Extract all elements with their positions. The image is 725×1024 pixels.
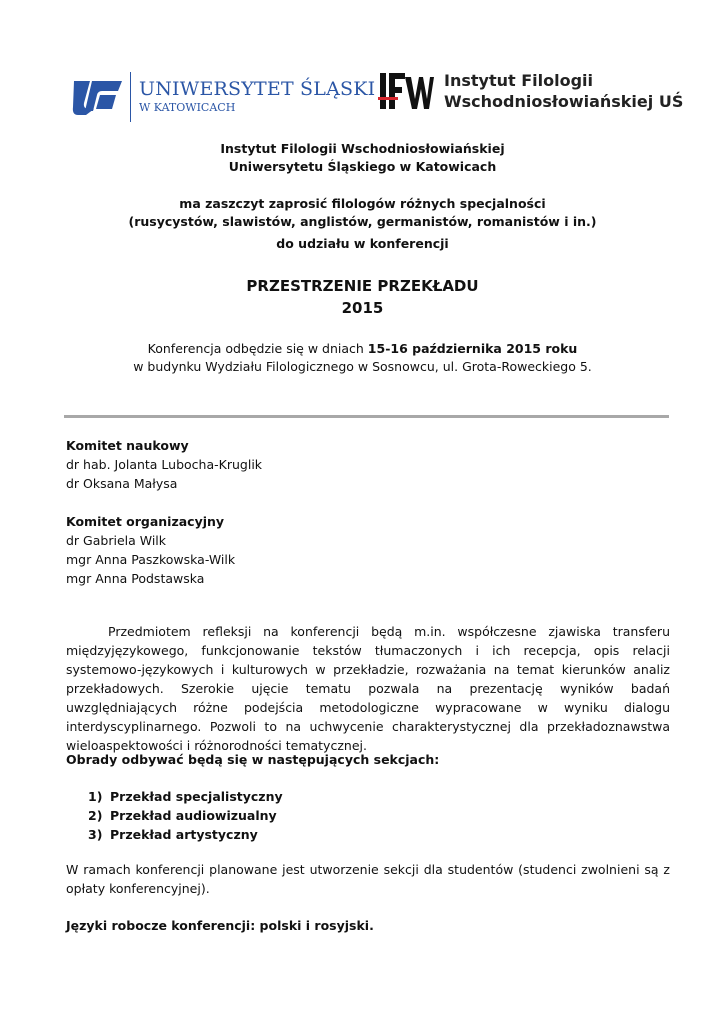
conference-title: PRZESTRZENIE PRZEKŁADU [246, 277, 479, 295]
sections-heading: Obrady odbywać będą się w następujących sekcjach: [66, 752, 440, 767]
list-item-label: Przekład specjalistyczny [110, 789, 283, 804]
invitation [0, 195, 725, 253]
conference-year: 2015 [341, 299, 384, 317]
list-item [66, 787, 670, 806]
conference-venue: w budynku Wydziału Filologicznego w Sosnowcu, ul. Grota-Roweckiego 5. [133, 359, 592, 374]
list-item-label: Przekład audiowizualny [110, 808, 277, 823]
committee-member: dr Gabriela Wilk [66, 533, 167, 548]
committee-member: dr Oksana Małysa [66, 476, 178, 491]
institute-line1: Instytut Filologii Wschodniosłowiańskiej [220, 141, 505, 156]
university-name: UNIWERSYTET ŚLĄSKI [139, 78, 376, 100]
organizing-committee-heading: Komitet organizacyjny [66, 514, 225, 529]
invite-line2: (rusycystów, slawistów, anglistów, germanistów, romanistów i in.) [128, 214, 597, 229]
horizontal-divider [64, 415, 669, 418]
institute-heading [0, 140, 725, 176]
invite-line1: ma zaszczyt zaprosić filologów różnych specjalności [179, 196, 546, 211]
university-city: W KATOWICACH [139, 101, 236, 114]
institute-line2: Uniwersytetu Śląskiego w Katowicach [228, 159, 497, 174]
logo-divider [130, 72, 131, 122]
date-prefix: Konferencja odbędzie się w dniach [147, 341, 368, 356]
sections-list [66, 787, 670, 844]
university-logo [72, 70, 375, 124]
scientific-committee-heading: Komitet naukowy [66, 438, 189, 453]
conference-title-block [0, 275, 725, 319]
university-emblem-icon [72, 77, 124, 117]
institute-logo [378, 70, 683, 112]
invite-line3: do udziału w konferencji [276, 236, 449, 251]
list-item [66, 825, 670, 844]
list-item-number: 2) [88, 808, 103, 823]
scientific-committee [66, 436, 670, 493]
conference-description: Przedmiotem refleksji na konferencji będą m.in. współczesne zjawiska transferu międzyjęzykowego, funkcjonowanie tekstów tłumaczonych i ich recepcja, opis relacji systemowo-językowych i kulturowych w przekładzie, rozważania na temat kierunków analiz przekładowych. Szerokie ujęcie tematu pozwala na prezentację wyników badań uwzględniających różne podejścia metodologiczne wypracowane w wyniku dialogu interdyscyplinarnego. Pozwoli to na uchwycenie charakterystycznej dla przekładoznawstwa wieloaspektowości i różnorodności tematycznej. [66, 624, 670, 753]
working-languages: Języki robocze konferencji: polski i rosyjski. [66, 918, 374, 933]
committee-member: mgr Anna Podstawska [66, 571, 205, 586]
conference-details [0, 340, 725, 376]
list-item [66, 806, 670, 825]
ifw-emblem-icon [378, 71, 434, 111]
committee-member: mgr Anna Paszkowska-Wilk [66, 552, 236, 567]
list-item-number: 3) [88, 827, 103, 842]
conference-date-line [0, 340, 725, 358]
institute-logo-line1: Instytut Filologii [444, 71, 593, 90]
institute-logo-line2: Wschodniosłowiańskiej UŚ [444, 92, 684, 111]
conference-date: 15-16 października 2015 roku [367, 341, 578, 356]
list-item-label: Przekład artystyczny [110, 827, 258, 842]
organizing-committee [66, 512, 670, 588]
list-item-number: 1) [88, 789, 103, 804]
students-note: W ramach konferencji planowane jest utworzenie sekcji dla studentów (studenci zwolnieni są z opłaty konferencyjnej). [66, 862, 670, 896]
committee-member: dr hab. Jolanta Lubocha-Kruglik [66, 457, 263, 472]
